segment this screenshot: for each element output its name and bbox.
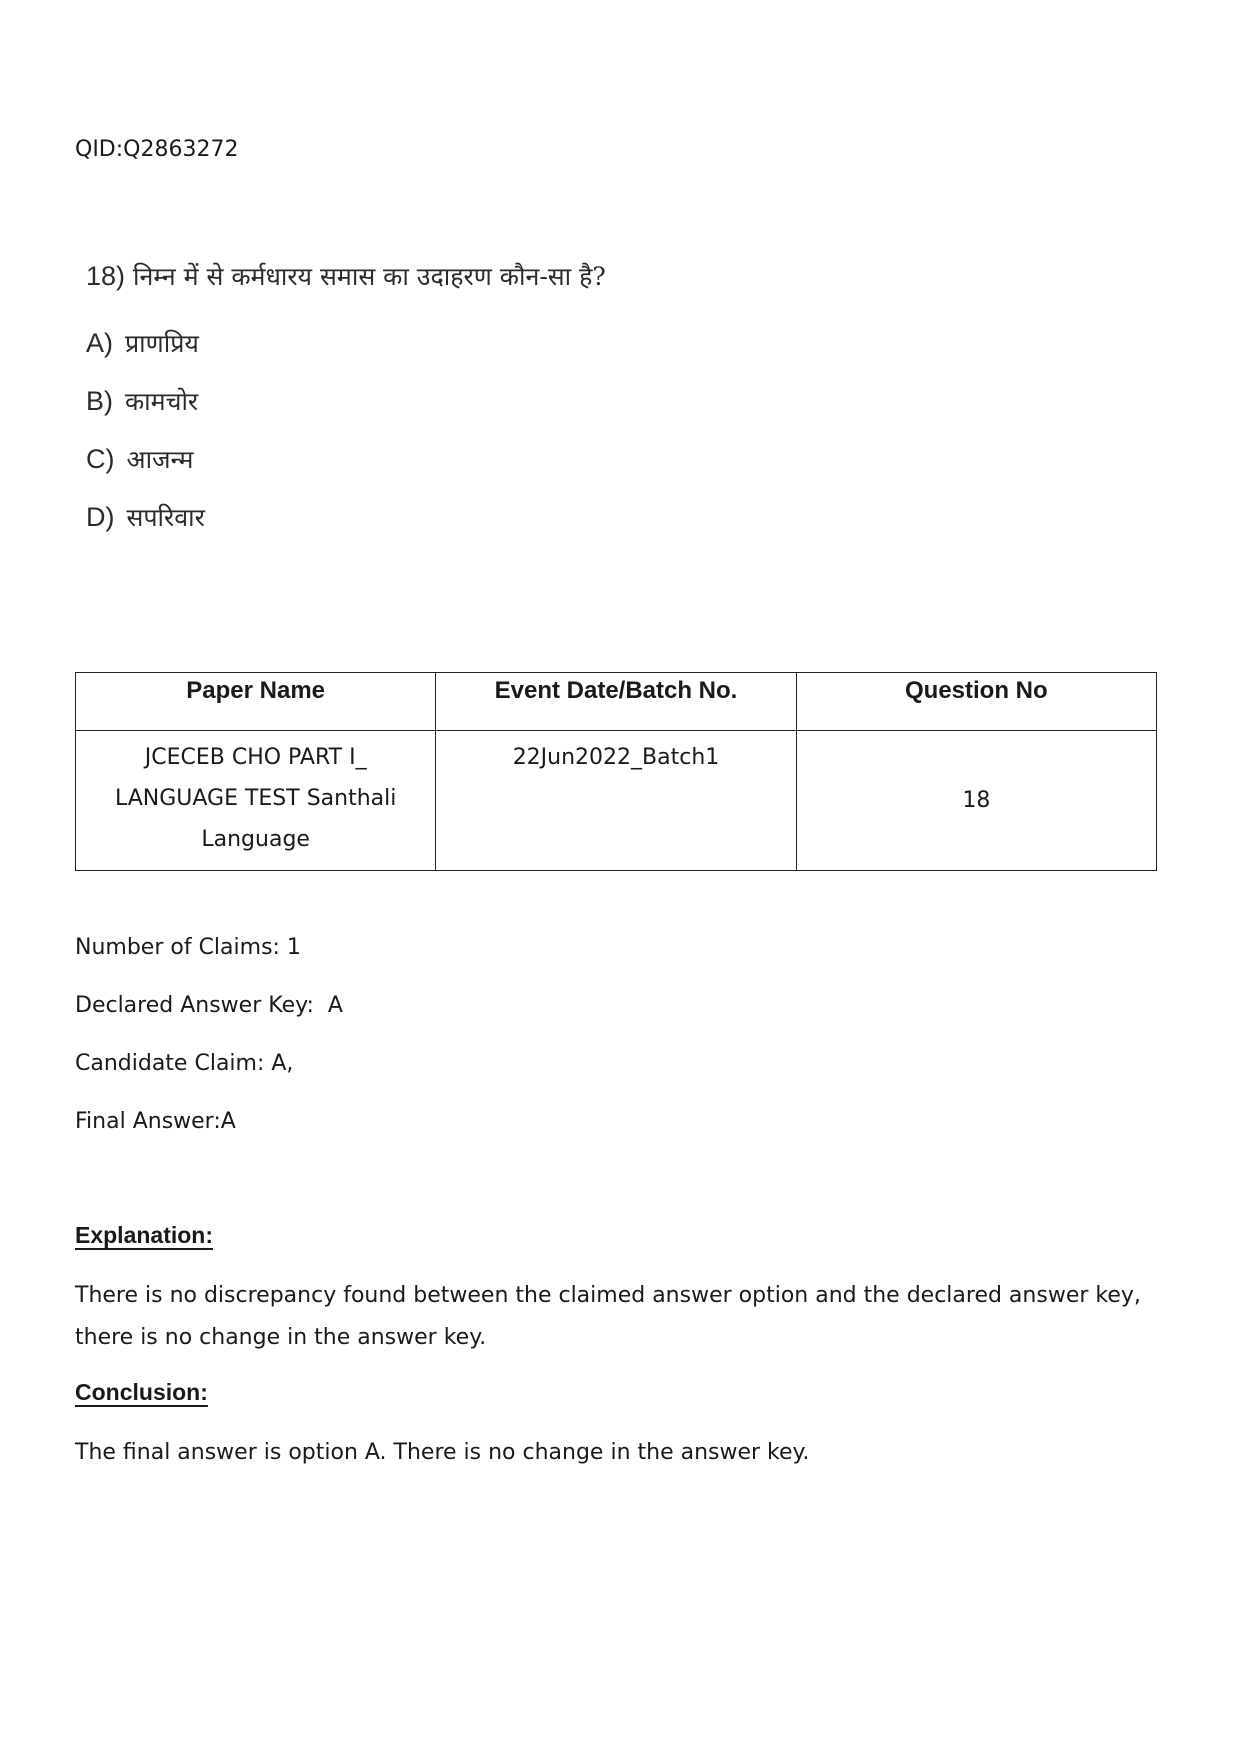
cell-event-batch: 22Jun2022_Batch1 [436,731,796,871]
paper-info-table [75,672,1157,871]
candidate-claim: Candidate Claim: A, [75,1051,294,1076]
option-b [86,381,606,439]
final-answer: Final Answer:A [75,1109,236,1134]
question-block [86,256,606,555]
option-d [86,497,606,555]
option-text: कामचोर [124,387,199,416]
option-letter: B) [86,386,113,416]
explanation-heading: Explanation: [75,1222,214,1248]
option-a [86,323,606,381]
cell-question-no: 18 [796,731,1156,871]
option-letter: D) [86,502,115,532]
option-c [86,439,606,497]
conclusion-text: The final answer is option A. There is no change in the answer key. [75,1440,810,1465]
question-stem [86,256,606,297]
table-header-row [76,673,1157,731]
claim-details [75,930,343,1162]
number-of-claims: Number of Claims: 1 [75,935,301,960]
question-id: QID:Q2863272 [75,137,239,162]
option-letter: C) [86,444,115,474]
header-event-batch: Event Date/Batch No. [436,673,796,731]
question-number: 18) [86,261,126,291]
option-letter: A) [86,328,113,358]
question-text: निम्न में से कर्मधारय समास का उदाहरण कौन-सा है? [132,262,606,291]
cell-paper-name: JCECEB CHO PART I_ LANGUAGE TEST Santhali Language [76,731,436,871]
conclusion-heading: Conclusion: [75,1379,208,1405]
declared-answer-key: Declared Answer Key: A [75,993,343,1018]
header-paper-name: Paper Name [76,673,436,731]
header-question-no: Question No [796,673,1156,731]
table-row [76,731,1157,871]
option-text: सपरिवार [126,503,205,532]
option-text: आजन्म [126,445,194,474]
explanation-text: There is no discrepancy found between the claimed answer option and the declared answer key, there is no change in the answer key. [75,1283,1141,1350]
option-text: प्राणप्रिय [124,329,199,358]
